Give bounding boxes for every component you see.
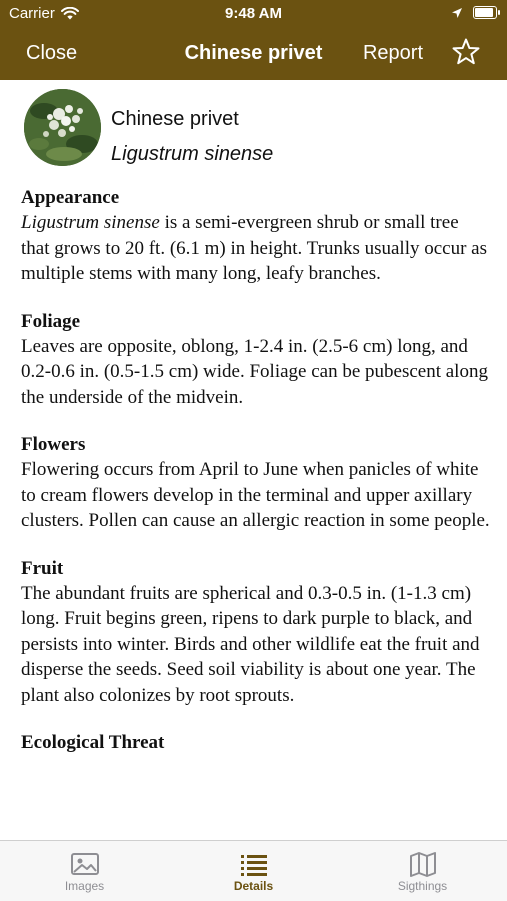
section-foliage — [21, 309, 491, 411]
section-ecological-threat — [21, 730, 491, 755]
tab-label: Details — [233, 879, 274, 893]
common-name: Chinese privet — [111, 108, 239, 130]
tab-label: Images — [64, 879, 105, 893]
page-title: Chinese privet — [184, 42, 323, 64]
star-outline-icon[interactable] — [451, 37, 481, 67]
battery-fill — [475, 8, 493, 17]
report-button[interactable]: Report — [362, 42, 423, 64]
close-button[interactable]: Close — [26, 42, 78, 64]
tab-sightings[interactable] — [338, 841, 507, 901]
section-fruit — [21, 556, 491, 709]
location-arrow-icon — [451, 7, 463, 19]
section-heading: Appearance — [21, 187, 120, 208]
tab-images[interactable] — [0, 841, 169, 901]
scientific-name-inline: Ligustrum sinense — [21, 212, 160, 233]
species-header — [24, 89, 484, 167]
status-time: 9:48 AM — [225, 5, 282, 22]
top-bar — [0, 0, 507, 80]
section-text: The abundant fruits are spherical and 0.3-0.5 in. (1-1.3 cm) long. Fruit begins green, ripens to dark purple to black, and persists into winter. Birds and other wildlife eat the fruit and disperse the seeds. Seed soil viability is about one year. The plant also colonizes by root sprouts. — [21, 582, 480, 706]
section-text: Leaves are opposite, oblong, 1-2.4 in. (2.5-6 cm) long, and 0.2-0.6 in. (0.5-1.5 cm) wide. Foliage can be pubescent along the underside of the midvein. — [21, 335, 488, 408]
tab-details[interactable] — [169, 841, 338, 901]
carrier-label: Carrier — [9, 5, 55, 22]
list-icon — [239, 851, 269, 877]
tab-bar — [0, 840, 507, 901]
species-thumbnail[interactable] — [24, 89, 101, 166]
navigation-bar — [0, 28, 507, 80]
status-bar — [0, 0, 507, 28]
appearance-text: is a semi-evergreen shrub or small tree that grows to 20 ft. (6.1 m) in height. Trunks usually occur as multiple stems with many long, leafy branches. — [21, 212, 487, 284]
section-appearance — [21, 185, 491, 287]
plant-photo-icon — [24, 89, 101, 166]
section-heading: Foliage — [21, 310, 81, 332]
section-text — [21, 210, 491, 287]
tab-label: Sigthings — [397, 879, 448, 893]
details-content[interactable] — [0, 80, 507, 840]
battery-icon — [473, 6, 497, 19]
section-flowers — [21, 432, 491, 534]
section-heading: Fruit — [21, 557, 64, 579]
photo-icon — [70, 851, 100, 877]
section-heading: Flowers — [21, 434, 86, 455]
scientific-name: Ligustrum sinense — [111, 143, 274, 165]
section-text: Flowering occurs from April to June when panicles of white to cream flowers develop in the terminal and upper axillary clusters. Pollen can cause an allergic reaction in some people. — [21, 459, 490, 531]
map-icon — [408, 851, 438, 877]
section-heading: Ecological Threat — [21, 732, 165, 753]
status-right — [451, 6, 497, 19]
description-sections — [21, 185, 491, 777]
